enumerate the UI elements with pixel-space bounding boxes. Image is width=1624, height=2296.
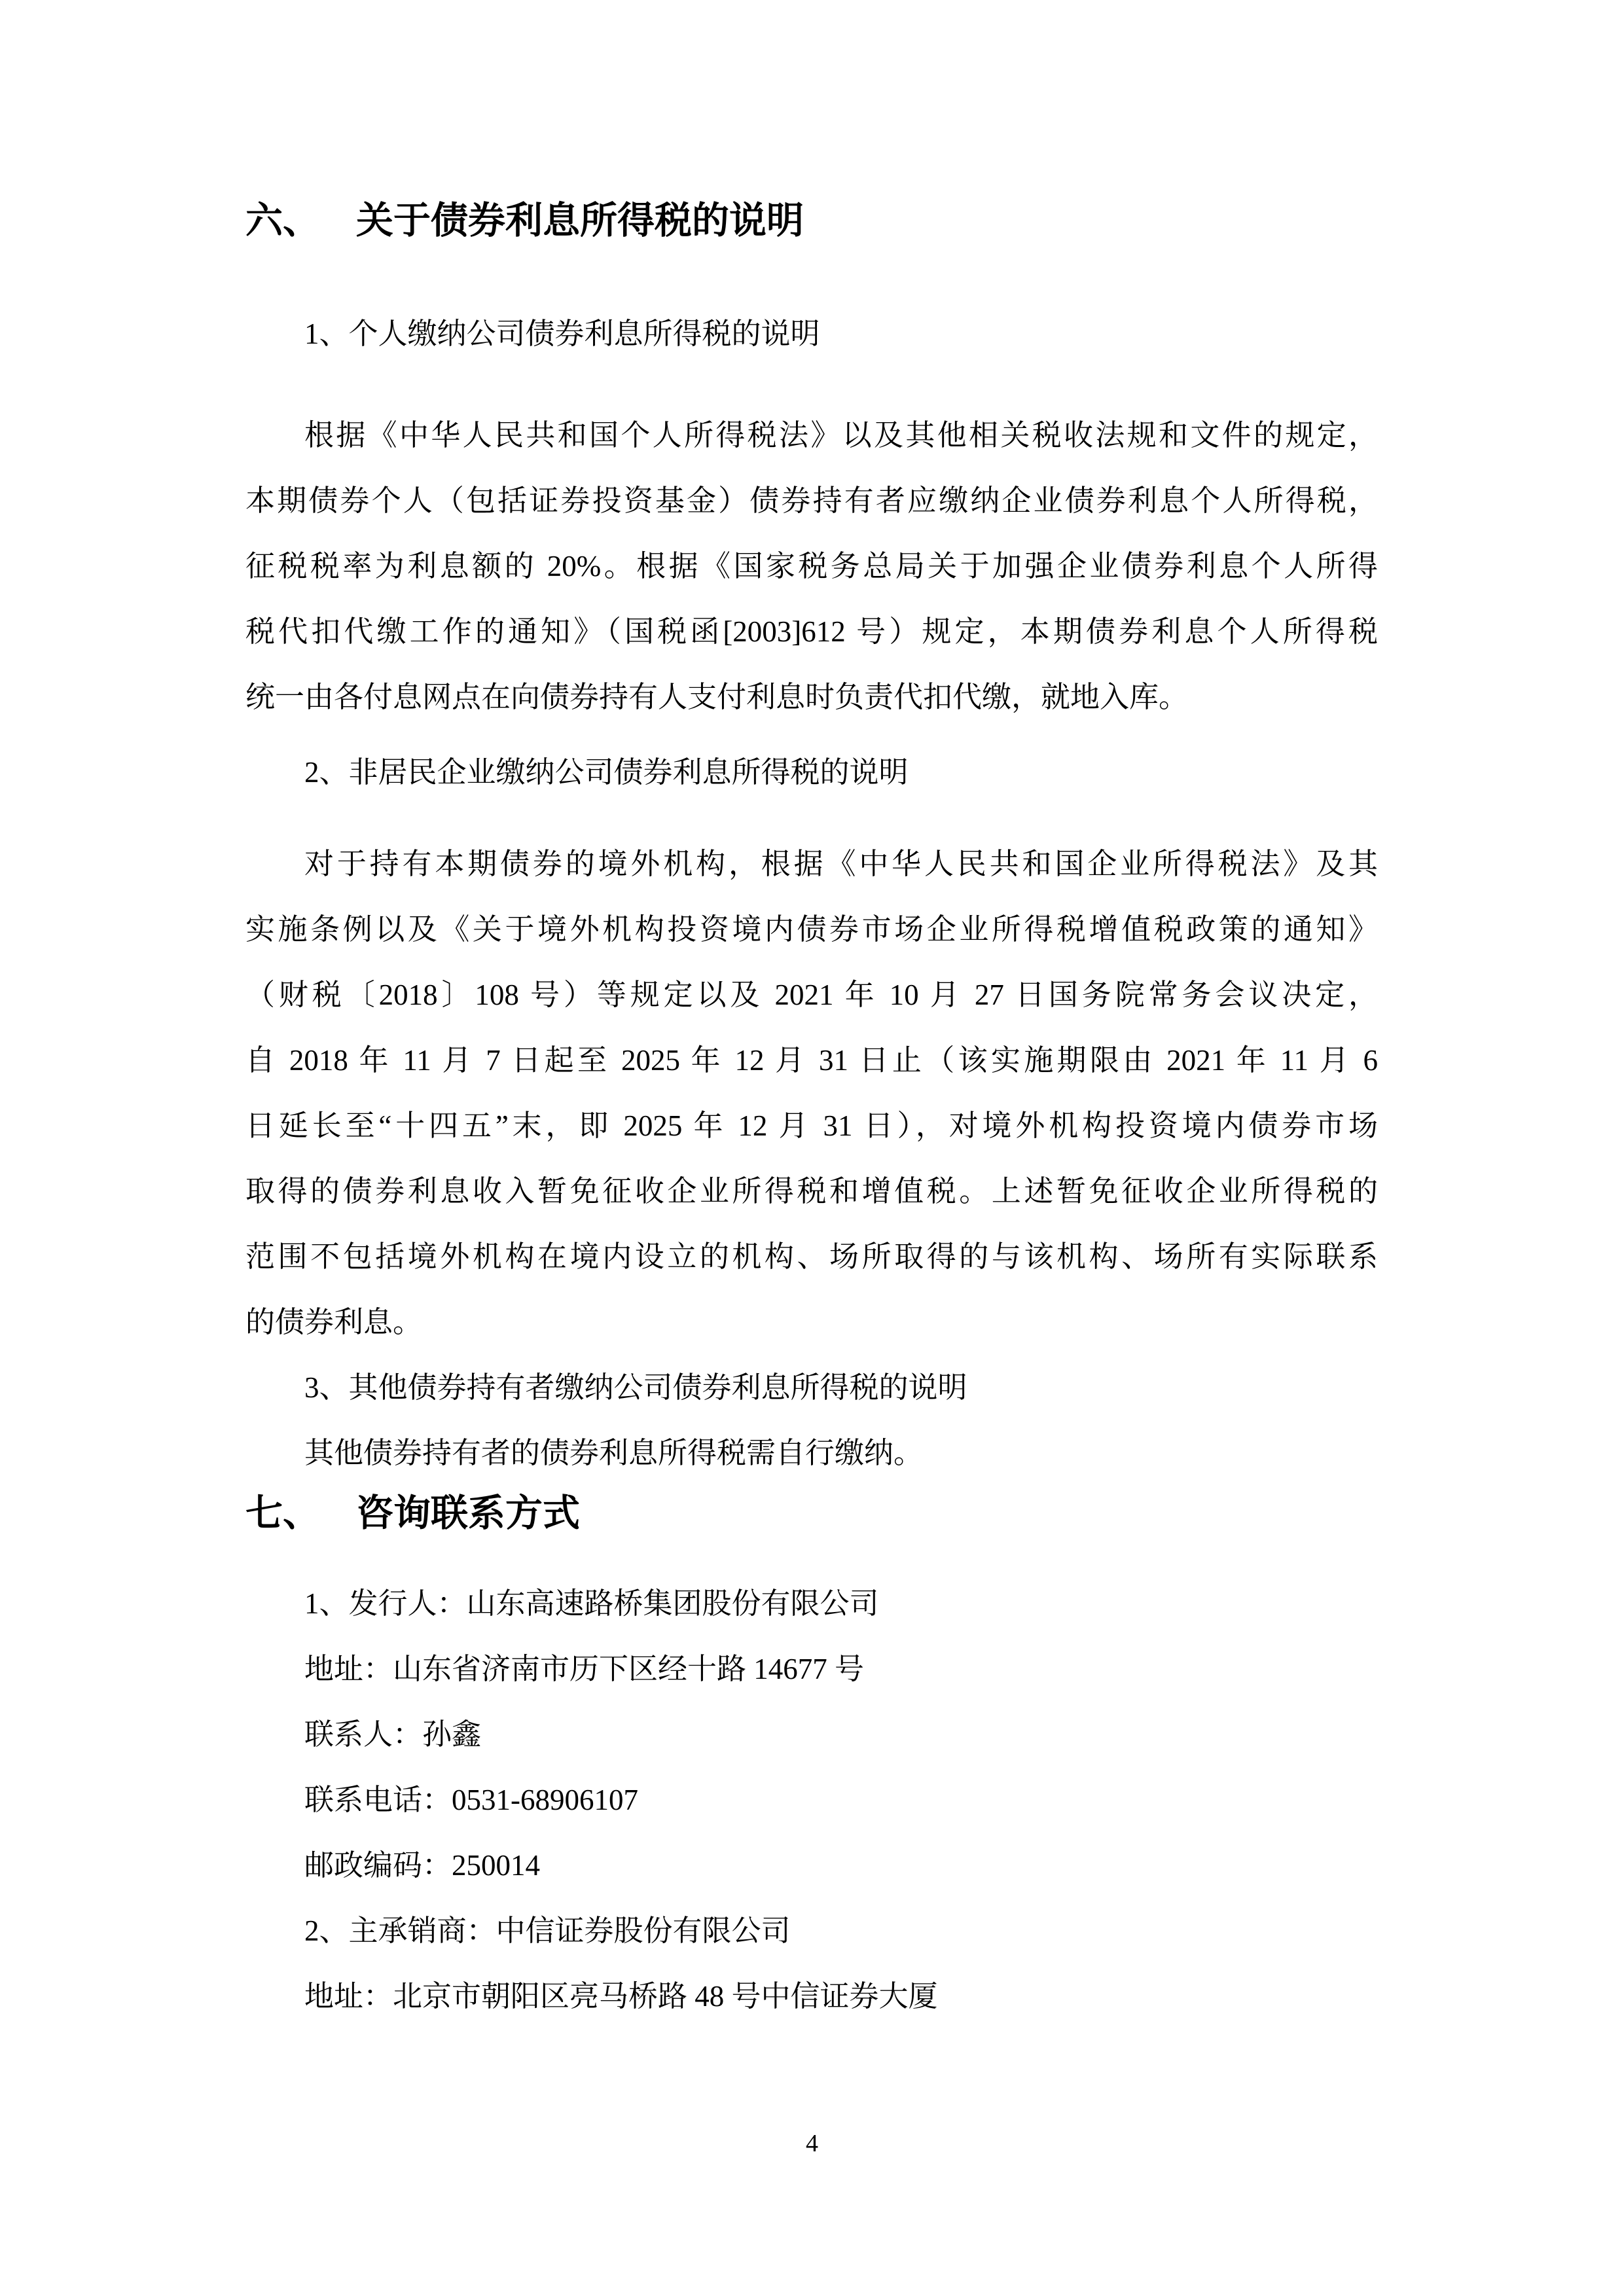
paragraph-2-line-5: 日延长至“十四五”末，即 2025 年 12 月 31 日），对境外机构投资境内债券市场 [245,1109,1378,1142]
paragraph-3 [245,1420,1378,1486]
contact-list [245,1571,1378,2029]
page-number: 4 [806,2130,818,2157]
paragraph-3-line-1: 其他债券持有者的债券利息所得税需自行缴纳。 [304,1437,924,1469]
subsection-2-heading: 2、非居民企业缴纳公司债券利息所得税的说明 [304,756,909,789]
contact-postcode: 邮政编码：250014 [304,1849,541,1882]
paragraph-2-line-2: 实施条例以及《关于境外机构投资境内债券市场企业所得税增值税政策的通知》 [245,913,1378,946]
paragraph-1-line-4: 税代扣代缴工作的通知》（国税函[2003]612 号）规定，本期债券利息个人所得税 [245,615,1378,648]
section-6-heading [245,196,1378,245]
paragraph-2-line-8: 的债券利息。 [245,1306,423,1338]
subsection-3-heading: 3、其他债券持有者缴纳公司债券利息所得税的说明 [304,1371,967,1404]
contact-issuer: 1、发行人：山东高速路桥集团股份有限公司 [304,1587,879,1620]
paragraph-1-line-3: 征税税率为利息额的 20%。根据《国家税务总局关于加强企业债券利息个人所得 [245,550,1378,583]
subsection-1-heading: 1、个人缴纳公司债券利息所得税的说明 [304,317,820,350]
contact-underwriter: 2、主承销商：中信证券股份有限公司 [304,1914,791,1947]
paragraph-1 [245,403,1378,730]
section-7-title: 咨询联系方式 [356,1493,580,1534]
paragraph-1-line-1: 根据《中华人民共和国个人所得税法》以及其他相关税收法规和文件的规定， [304,419,1378,452]
paragraph-2-line-6: 取得的债券利息收入暂免征收企业所得税和增值税。上述暂免征收企业所得税的 [245,1175,1378,1208]
contact-issuer-address: 地址：山东省济南市历下区经十路 14677 号 [304,1653,865,1685]
paragraph-2-line-3: （财税〔2018〕108 号）等规定以及 2021 年 10 月 27 日国务院常务会议决定， [245,978,1378,1011]
section-7-heading [245,1489,1378,1538]
paragraph-2-line-4: 自 2018 年 11 月 7 日起至 2025 年 12 月 31 日止（该实施期限由 2021 年 11 月 6 [245,1044,1378,1077]
paragraph-1-line-5: 统一由各付息网点在向债券持有人支付利息时负责代扣代缴，就地入库。 [245,681,1189,713]
section-6-title: 关于债券利息所得税的说明 [356,200,804,242]
paragraph-2-line-7: 范围不包括境外机构在境内设立的机构、场所取得的与该机构、场所有实际联系 [245,1240,1378,1273]
section-6-number: 六、 [245,200,320,242]
contact-phone: 联系电话：0531-68906107 [304,1784,638,1816]
contact-person: 联系人：孙鑫 [304,1718,482,1751]
contact-underwriter-address: 地址：北京市朝阳区亮马桥路 48 号中信证券大厦 [304,1980,938,2013]
paragraph-2 [245,831,1378,1355]
paragraph-1-line-2: 本期债券个人（包括证券投资基金）债券持有者应缴纳企业债券利息个人所得税， [245,484,1378,517]
section-7-number: 七、 [245,1493,320,1534]
paragraph-2-line-1: 对于持有本期债券的境外机构，根据《中华人民共和国企业所得税法》及其 [304,848,1378,880]
